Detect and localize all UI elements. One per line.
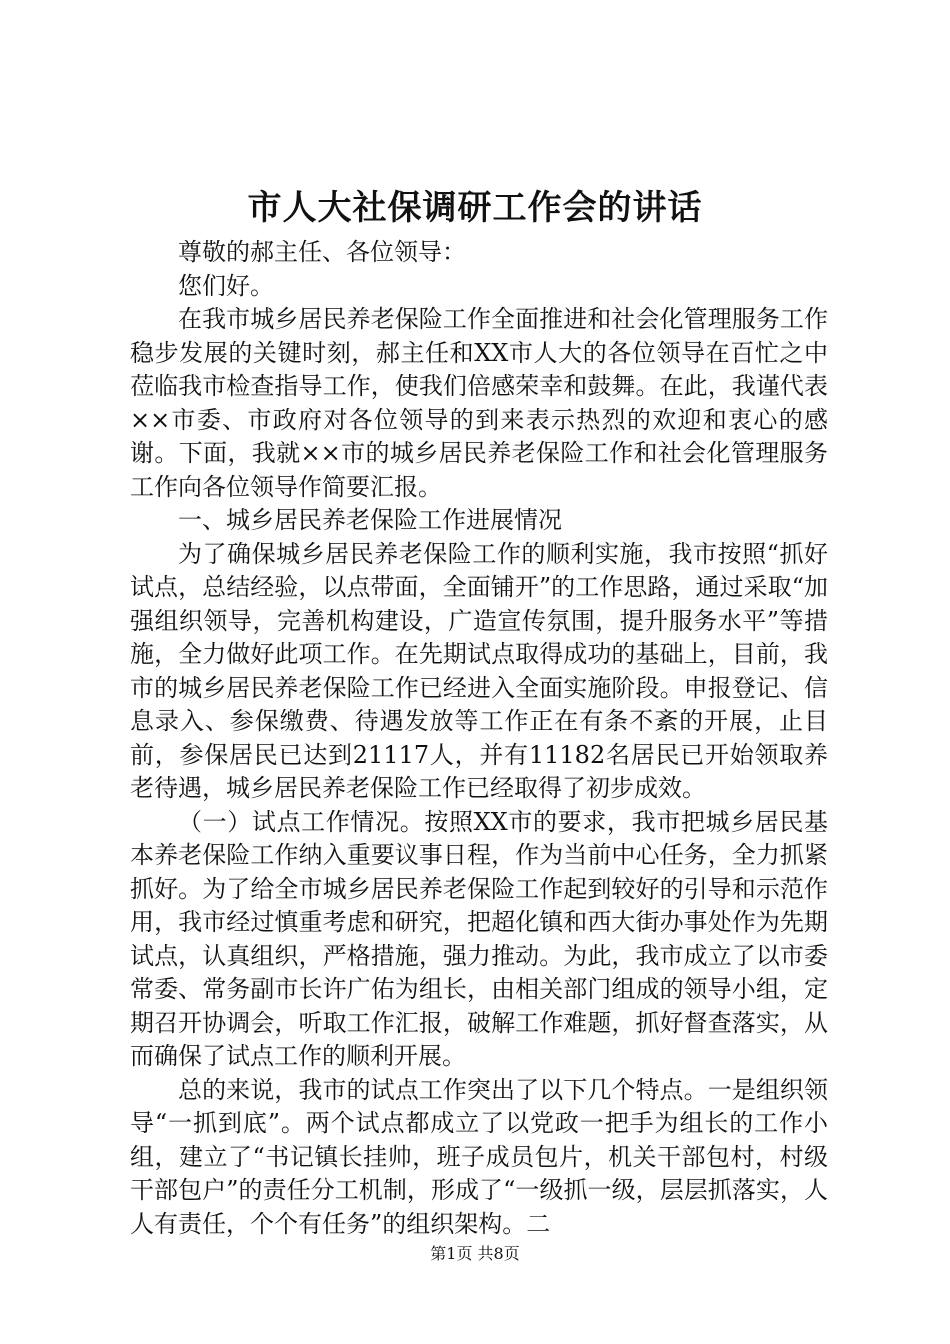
body-paragraph: 为了确保城乡居民养老保险工作的顺利实施，我市按照“抓好试点，总结经验，以点带面，全面铺开”的工作思路，通过采取“加强组织领导，完善机构建设，广造宣传氛围，提升服务水平”等措施，全力做好此项工作。在先期试点取得成功的基础上，目前，我市的城乡居民养老保险工作已经进入全面实施阶段。申报登记、信息录入、参保缴费、待遇发放等工作正在有条不紊的开展，止目前，参保居民已达到21117人，并有11182名居民已开始领取养老待遇，城乡居民养老保险工作已经取得了初步成效。: [130, 539, 828, 802]
greeting: 您们好。: [178, 271, 274, 300]
document-body: [130, 236, 828, 1241]
document-title: 市人大社保调研工作会的讲话: [247, 188, 703, 228]
body-paragraph: （一）试点工作情况。按照XX市的要求，我市把城乡居民基本养老保险工作纳入重要议事日程，作为当前中心任务，全力抓紧抓好。为了给全市城乡居民养老保险工作起到较好的引导和示范作用，我市经过慎重考虑和研究，把超化镇和西大街办事处作为先期试点，认真组织，严格措施，强力推动。为此，我市成立了以市委常委、常务副市长许广佑为组长，由相关部门组成的领导小组，定期召开协调会，听取工作汇报，破解工作难题，抓好督查落实，从而确保了试点工作的顺利开展。: [130, 807, 828, 1070]
body-paragraph: 总的来说，我市的试点工作突出了以下几个特点。一是组织领导“一抓到底”。两个试点都成立了以党政一把手为组长的工作小组，建立了“书记镇长挂帅，班子成员包片，机关干部包村，村级干部包户”的责任分工机制，形成了“一级抓一级，层层抓落实，人人有责任，个个有任务”的组织架构。二: [130, 1075, 828, 1238]
page-number-footer: 第1页 共8页: [430, 1244, 520, 1263]
body-paragraph: 在我市城乡居民养老保险工作全面推进和社会化管理服务工作稳步发展的关键时刻，郝主任和XX市人大的各位领导在百忙之中莅临我市检查指导工作，使我们倍感荣幸和鼓舞。在此，我谨代表××市委、市政府对各位领导的到来表示热烈的欢迎和衷心的感谢。下面，我就××市的城乡居民养老保险工作和社会化管理服务工作向各位领导作简要汇报。: [130, 305, 828, 501]
salutation: 尊敬的郝主任、各位领导：: [178, 238, 466, 266]
section-heading: 一、城乡居民养老保险工作进展情况: [178, 506, 562, 534]
